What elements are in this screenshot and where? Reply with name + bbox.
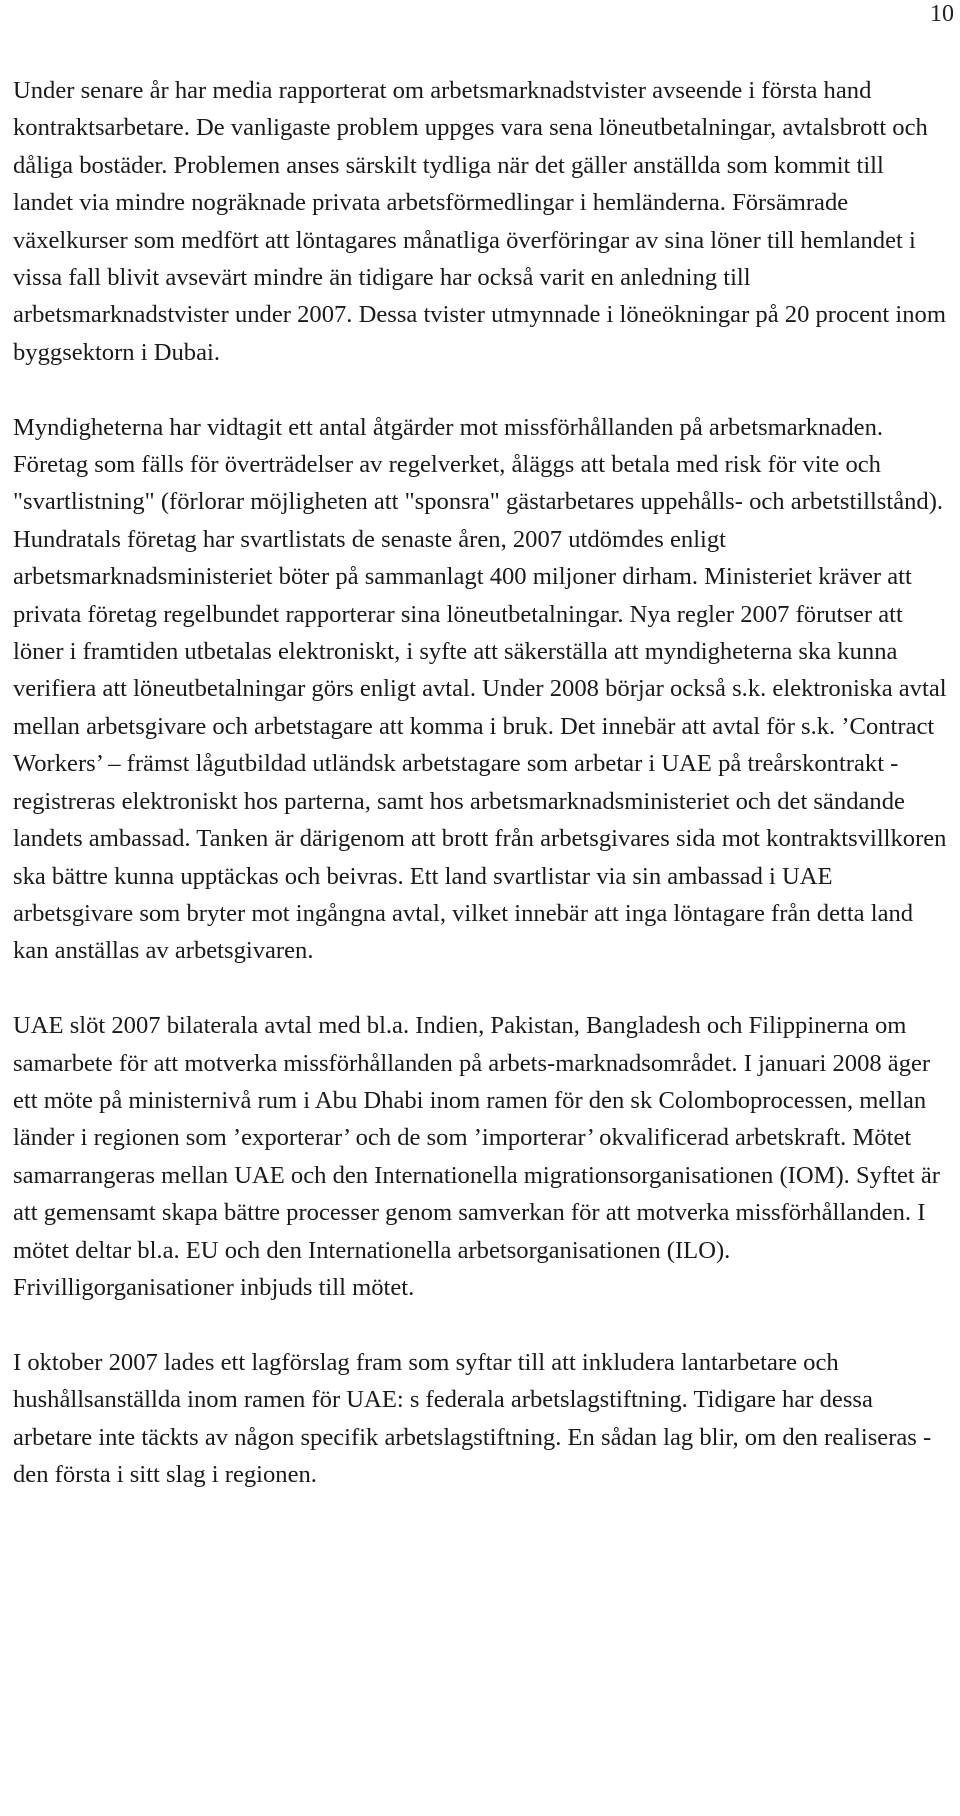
paragraph-authority-measures: Myndigheterna har vidtagit ett antal åtgärder mot missförhållanden på arbetsmarknaden. Företag som fälls för överträdelser av regelverket, åläggs att betala med risk för vite och "svartlistning" (förlorar möjligheten att "sponsra" gästarbetares uppehålls- och arbetstillstånd). Hundratals företag har svartlistats de senaste åren, 2007 utdömdes enligt arbetsmarknadsministeriet böter på sammanlagt 400 miljoner dirham. Ministeriet kräver att privata företag regelbundet rapporterar sina löneutbetalningar. Nya regler 2007 förutser att löner i framtiden utbetalas elektroniskt, i syfte att säkerställa att myndigheterna ska kunna verifiera att löneutbetalningar görs enligt avtal. Under 2008 börjar också s.k. elektroniska avtal mellan arbetsgivare och arbetstagare att komma i bruk. Det innebär att avtal för s.k. ’Contract Workers’ – främst lågutbildad utländsk arbetstagare som arbetar i UAE på treårskontrakt - registreras elektroniskt hos parterna, samt hos arbetsmarknadsministeriet och det sändande landets ambassad. Tanken är därigenom att brott från arbetsgivares sida mot kontraktsvillkoren ska bättre kunna upptäckas och beivras. Ett land svartlistar via sin ambassad i UAE arbetsgivare som bryter mot ingångna avtal, vilket innebär att inga löntagare från detta land kan anställas av arbetsgivaren. — [13, 413, 947, 965]
page-number: 10 — [930, 1, 954, 27]
paragraph-bilateral-agreements: UAE slöt 2007 bilaterala avtal med bl.a. Indien, Pakistan, Bangladesh och Filippinerna om samarbete för att motverka missförhållanden på arbets-marknadsområdet. I januari 2008 äger ett möte på ministernivå rum i Abu Dhabi inom ramen för den sk Colomboprocessen, mellan länder i regionen som ’exporterar’ och de som ’importerar’ okvalificerad arbetskraft. Mötet samarrangeras mellan UAE och den Internationella migrationsorganisationen (IOM). Syftet är att gemensamt skapa bättre processer genom samverkan för att motverka missförhållanden. I mötet deltar bl.a. EU och den Internationella arbetsorganisationen (ILO). Frivilligorganisationer inbjuds till mötet. — [13, 1012, 940, 1301]
paragraph-legislative-proposal: I oktober 2007 lades ett lagförslag fram som syftar till att inkludera lantarbetare och hushållsanställda inom ramen för UAE: s federala arbetslagstiftning. Tidigare har dessa arbetare inte täckts av någon specifik arbetslagstiftning. En sådan lag blir, om den realiseras - den första i sitt slag i regionen. — [13, 1348, 932, 1488]
paragraph-labor-disputes: Under senare år har media rapporterat om arbetsmarknadstvister avseende i första hand kontraktsarbetare. De vanligaste problem uppges vara sena löneutbetalningar, avtalsbrott och dåliga bostäder. Problemen anses särskilt tydliga när det gäller anställda som kommit till landet via mindre nogräknade privata arbetsförmedlingar i hemländerna. Försämrade växelkurser som medfört att löntagares månatliga överföringar av sina löner till hemlandet i vissa fall blivit avsevärt mindre än tidigare har också varit en anledning till arbetsmarknadstvister under 2007. Dessa tvister utmynnade i löneökningar på 20 procent inom byggsektorn i Dubai. — [13, 77, 946, 366]
document-body — [13, 72, 948, 1493]
